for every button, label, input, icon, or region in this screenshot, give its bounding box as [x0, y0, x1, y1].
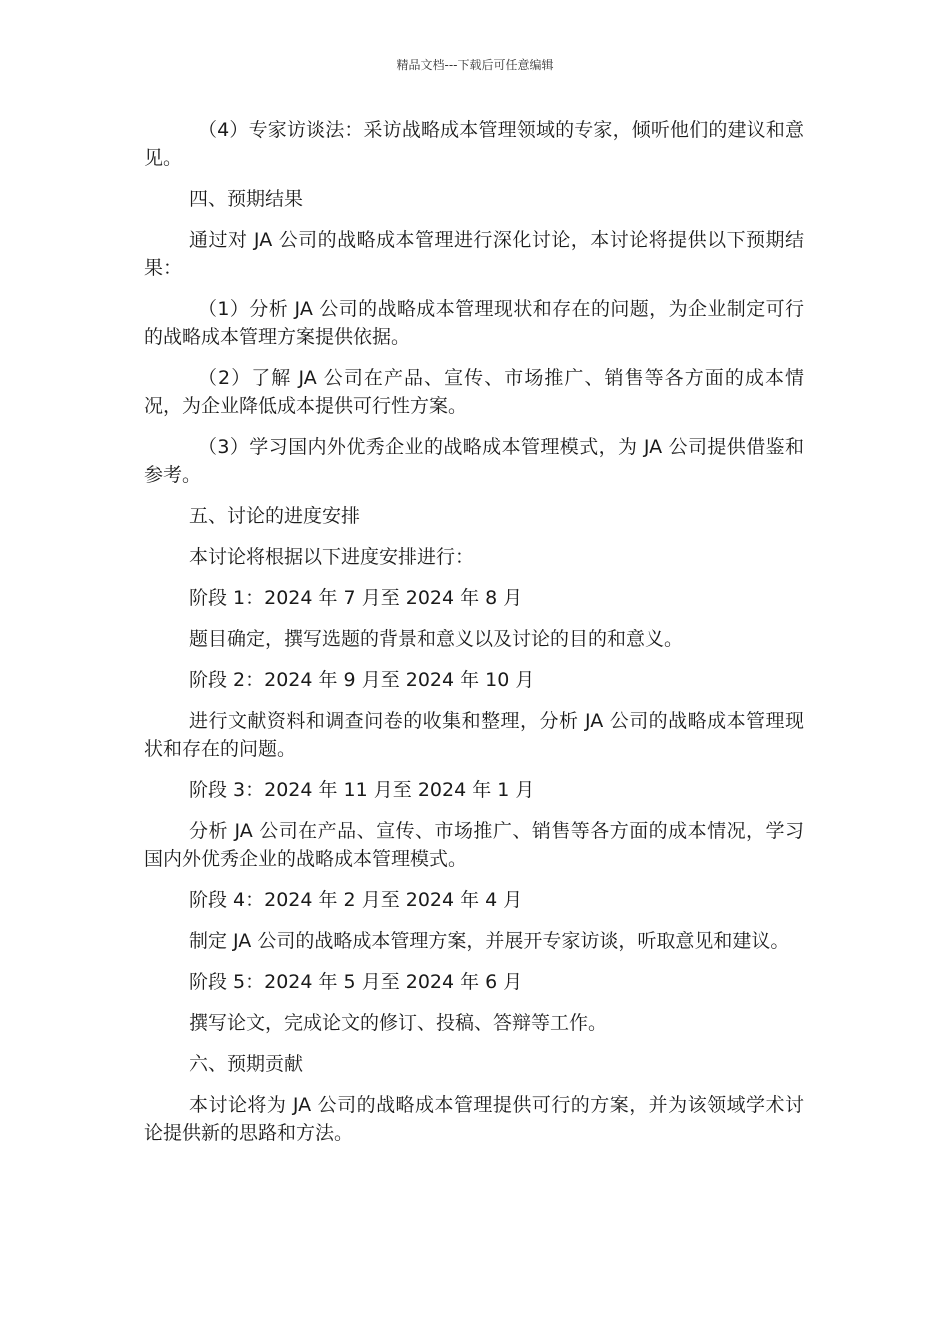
body-paragraph: 本讨论将为 JA 公司的战略成本管理提供可行的方案，并为该领域学术讨论提供新的思路和方法。 — [144, 1094, 804, 1144]
list-item-expert-interview: （4）专家访谈法：采访战略成本管理领域的专家，倾听他们的建议和意见。 — [144, 119, 804, 169]
stage-5-description: 撰写论文，完成论文的修订、投稿、答辩等工作。 — [189, 1012, 608, 1034]
stage-1-description: 题目确定，撰写选题的背景和意义以及讨论的目的和意义。 — [189, 628, 684, 650]
stage-4-heading: 阶段 4：2024 年 2 月至 2024 年 4 月 — [189, 889, 523, 911]
section-heading-expected-results: 四、预期结果 — [189, 188, 304, 210]
list-item-result-2: （2）了解 JA 公司在产品、宣传、市场推广、销售等各方面的成本情况，为企业降低成本提供可行性方案。 — [144, 367, 804, 417]
stage-3-heading: 阶段 3：2024 年 11 月至 2024 年 1 月 — [189, 779, 535, 801]
document-body — [144, 116, 804, 1160]
stage-2-heading: 阶段 2：2024 年 9 月至 2024 年 10 月 — [189, 669, 535, 691]
stage-1-heading: 阶段 1：2024 年 7 月至 2024 年 8 月 — [189, 587, 523, 609]
list-item-result-1: （1）分析 JA 公司的战略成本管理现状和存在的问题，为企业制定可行的战略成本管理方案提供依据。 — [144, 298, 804, 348]
stage-3-description: 分析 JA 公司在产品、宣传、市场推广、销售等各方面的成本情况，学习国内外优秀企业的战略成本管理模式。 — [144, 820, 804, 870]
body-paragraph: 通过对 JA 公司的战略成本管理进行深化讨论，本讨论将提供以下预期结果： — [144, 229, 804, 279]
list-item-result-3: （3）学习国内外优秀企业的战略成本管理模式，为 JA 公司提供借鉴和参考。 — [144, 436, 804, 486]
stage-5-heading: 阶段 5：2024 年 5 月至 2024 年 6 月 — [189, 971, 523, 993]
body-paragraph: 本讨论将根据以下进度安排进行： — [189, 546, 475, 568]
page-header: 精品文档---下载后可任意编辑 — [396, 58, 554, 72]
section-heading-schedule: 五、讨论的进度安排 — [189, 505, 361, 527]
section-heading-contribution: 六、预期贡献 — [189, 1053, 304, 1075]
stage-2-description: 进行文献资料和调查问卷的收集和整理，分析 JA 公司的战略成本管理现状和存在的问题。 — [144, 710, 804, 760]
stage-4-description: 制定 JA 公司的战略成本管理方案，并展开专家访谈，听取意见和建议。 — [189, 930, 790, 952]
